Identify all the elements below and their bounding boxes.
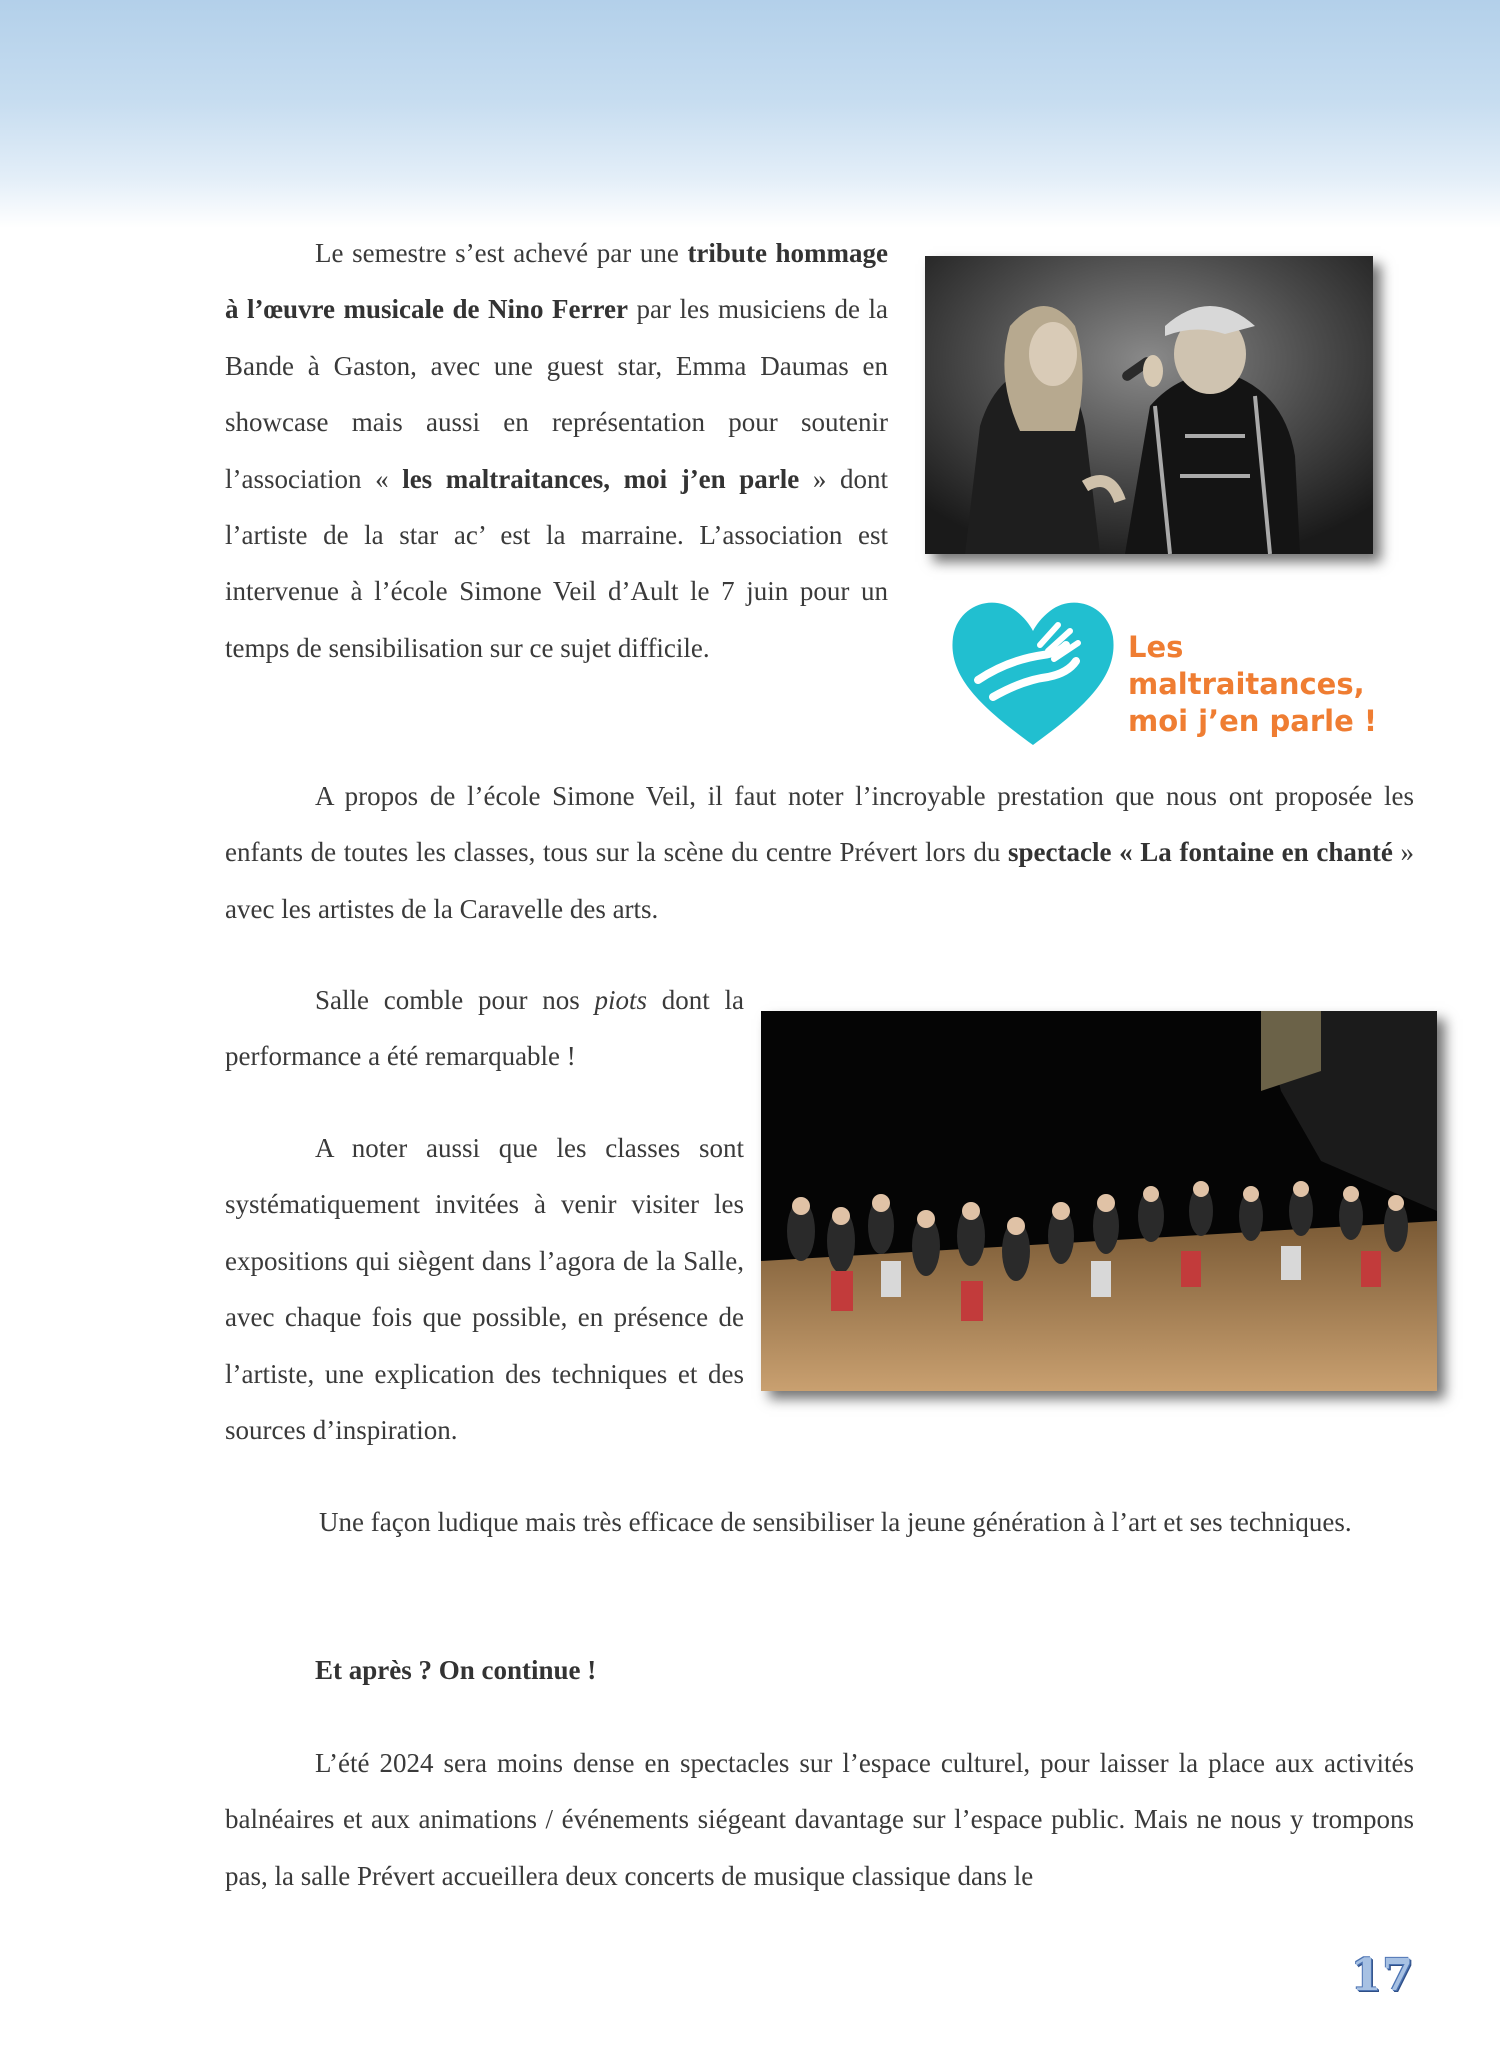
heart-hands-icon — [948, 585, 1118, 755]
section-heading: Et après ? On continue ! — [315, 1655, 597, 1685]
concert-photo — [925, 256, 1373, 554]
stage-photo — [761, 1011, 1437, 1391]
paragraph-fontaine: A propos de l’école Simone Veil, il faut noter l’incroyable prestation que nous ont proposée les enfants de toutes les classes, tous sur la scène du centre Prévert lors du spectacle « La fontaine en chanté » avec les artistes de la Caravelle des arts. — [225, 781, 1415, 924]
page-number: 17 — [1350, 1950, 1414, 2001]
paragraph-salle-comble: Salle comble pour nos piots dont la performance a été remarquable ! — [225, 985, 744, 1072]
paragraph-expositions: A noter aussi que les classes sont systématiquement invitées à venir visiter les expositions qui siègent dans l’agora de la Salle, avec chaque fois que possible, en présence de l’artiste, une explication des techniques et des sources d’inspiration. — [225, 1133, 744, 1446]
header-banner — [0, 0, 1500, 228]
association-logo — [948, 585, 1428, 755]
logo-text: Les maltraitances, moi j’en parle ! — [1128, 630, 1378, 738]
paragraph-tribute: Le semestre s’est achevé par une tribute hommage à l’œuvre musicale de Nino Ferrer par les musiciens de la Bande à Gaston, avec une guest star, Emma Daumas en showcase mais aussi en représentation pour soutenir l’association « les maltraitances, moi j’en parle » dont l’artiste de la star ac’ est la marraine. L’association est intervenue à l’école Simone Veil d’Ault le 7 juin pour un temps de sensibilisation sur ce sujet difficile. — [225, 238, 889, 663]
paragraph-ete-2024: L’été 2024 sera moins dense en spectacles sur l’espace culturel, pour laisser la place aux activités balnéaires et aux animations / événements siégeant davantage sur l’espace public. Mais ne nous y trompons pas, la salle Prévert accueillera deux concerts de musique classique dans le — [225, 1748, 1414, 1891]
paragraph-ludique: Une façon ludique mais très efficace de sensibiliser la jeune génération à l’art et ses techniques. — [319, 1507, 1352, 1537]
